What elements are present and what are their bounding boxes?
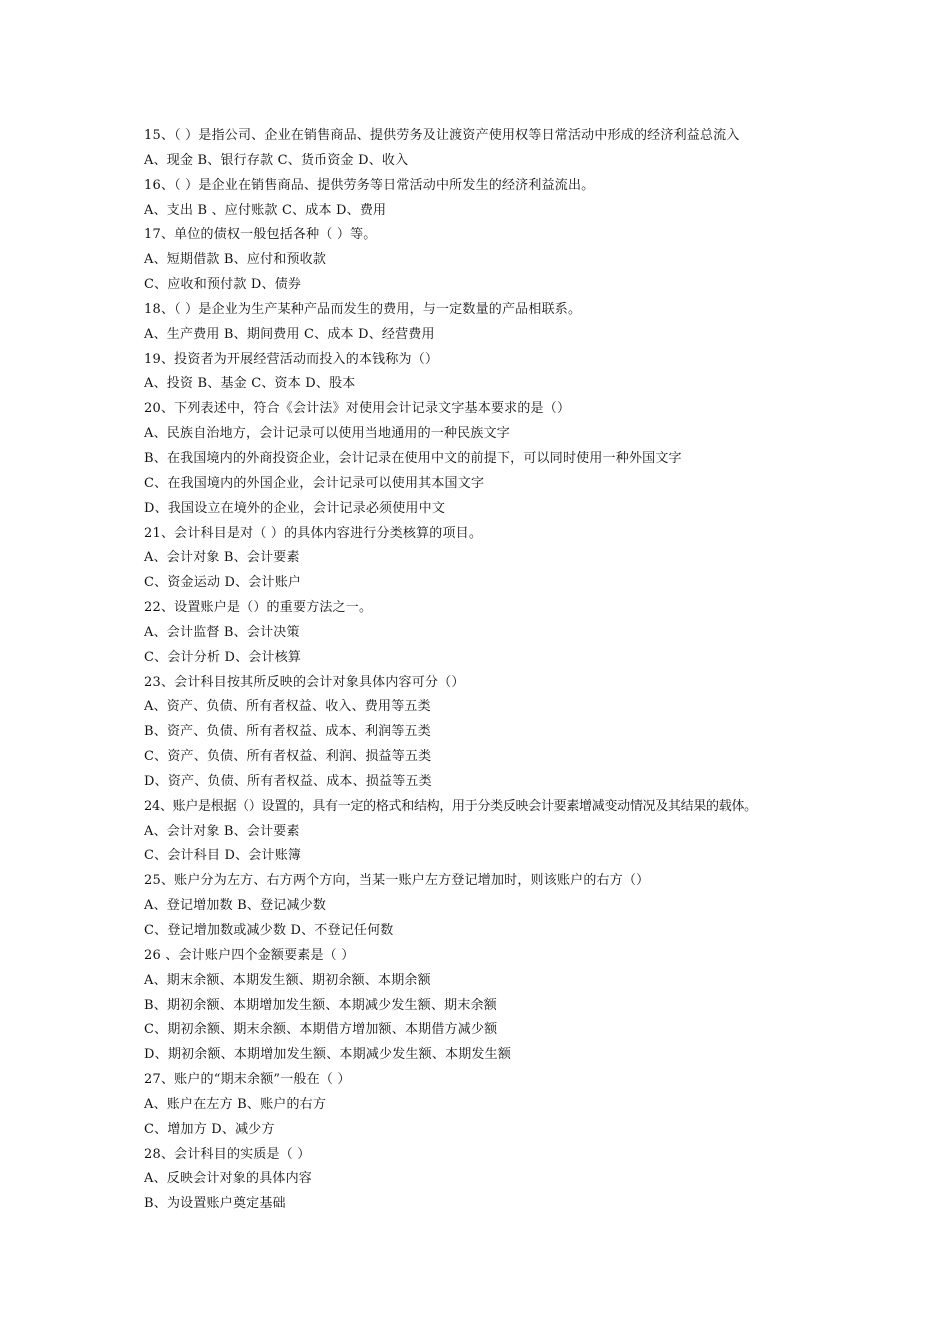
question-25: 25、账户分为左方、右方两个方向，当某一账户左方登记增加时，则该账户的右方（） [144,873,650,889]
question-23-option-a: A、资产、负债、所有者权益、收入、费用等五类 [144,699,431,715]
question-15-options: A、现金 B、银行存款 C、货币资金 D、收入 [144,152,409,168]
question-27: 27、账户的“期末余额”一般在（ ） [144,1072,351,1088]
question-26-option-b: B、期初余额、本期增加发生额、本期减少发生额、期末余额 [144,997,497,1013]
question-24-options-cd: C、会计科目 D、会计账簿 [144,848,302,864]
question-18: 18、（ ）是企业为生产某种产品而发生的费用，与一定数量的产品相联系。 [144,301,582,317]
question-27-options-ab: A、账户在左方 B、账户的右方 [144,1096,327,1112]
question-21: 21、会计科目是对（ ）的具体内容进行分类核算的项目。 [144,525,483,541]
question-20: 20、下列表述中，符合《会计法》对使用会计记录文字基本要求的是（） [144,401,571,417]
question-20-option-c: C、在我国境内的外国企业，会计记录可以使用其本国文字 [144,475,485,491]
question-24: 24、账户是根据（）设置的，具有一定的格式和结构，用于分类反映会计要素增减变动情况及其结果的载体。 [144,798,757,814]
question-21-options-cd: C、资金运动 D、会计账户 [144,575,302,591]
question-15: 15、（ ）是指公司、企业在销售商品、提供劳务及让渡资产使用权等日常活动中形成的经济利益总流入 [144,128,740,143]
question-22-options-cd: C、会计分析 D、会计核算 [144,649,302,665]
question-24-options-ab: A、会计对象 B、会计要素 [144,823,300,839]
question-20-option-b: B、在我国境内的外商投资企业，会计记录在使用中文的前提下，可以同时使用一种外国文字 [144,450,682,466]
question-23-option-b: B、资产、负债、所有者权益、成本、利润等五类 [144,724,431,740]
question-28-option-b: B、为设置账户奠定基础 [144,1196,286,1212]
question-19-options: A、投资 B、基金 C、资本 D、股本 [144,376,356,392]
question-23: 23、会计科目按其所反映的会计对象具体内容可分（） [144,674,465,690]
question-25-options-ab: A、登记增加数 B、登记减少数 [144,898,327,914]
question-26-option-a: A、期末余额、本期发生额、期初余额、本期余额 [144,972,431,988]
question-23-option-d: D、资产、负债、所有者权益、成本、损益等五类 [144,773,432,789]
question-17-options-ab: A、短期借款 B、应付和预收款 [144,252,327,268]
question-22-options-ab: A、会计监督 B、会计决策 [144,624,300,640]
question-23-option-c: C、资产、负债、所有者权益、利润、损益等五类 [144,749,432,765]
question-25-options-cd: C、登记增加数或减少数 D、不登记任何数 [144,923,394,938]
question-21-options-ab: A、会计对象 B、会计要素 [144,550,300,566]
question-26-option-d: D、期初余额、本期增加发生额、本期减少发生额、本期发生额 [144,1047,512,1063]
question-26: 26 、会计账户四个金额要素是（ ） [144,947,355,963]
question-17: 17、单位的债权一般包括各种（ ）等。 [144,227,377,243]
question-20-option-a: A、民族自治地方，会计记录可以使用当地通用的一种民族文字 [144,426,510,442]
question-28-option-a: A、反映会计对象的具体内容 [144,1171,312,1187]
question-17-options-cd: C、应收和预付款 D、债券 [144,277,302,293]
question-list [144,124,844,1217]
question-16: 16、（ ）是企业在销售商品、提供劳务等日常活动中所发生的经济利益流出。 [144,177,595,193]
question-26-option-c: C、期初余额、期末余额、本期借方增加额、本期借方减少额 [144,1022,498,1038]
question-19: 19、投资者为开展经营活动而投入的本钱称为（） [144,351,439,367]
question-18-options: A、生产费用 B、期间费用 C、成本 D、经营费用 [144,326,435,342]
question-22: 22、设置账户是（）的重要方法之一。 [144,600,373,616]
question-27-options-cd: C、增加方 D、减少方 [144,1121,275,1137]
question-20-option-d: D、我国设立在境外的企业，会计记录必须使用中文 [144,500,446,516]
question-28: 28、会计科目的实质是（ ） [144,1146,311,1162]
question-16-options: A、支出 B 、应付账款 C、成本 D、费用 [144,202,387,218]
